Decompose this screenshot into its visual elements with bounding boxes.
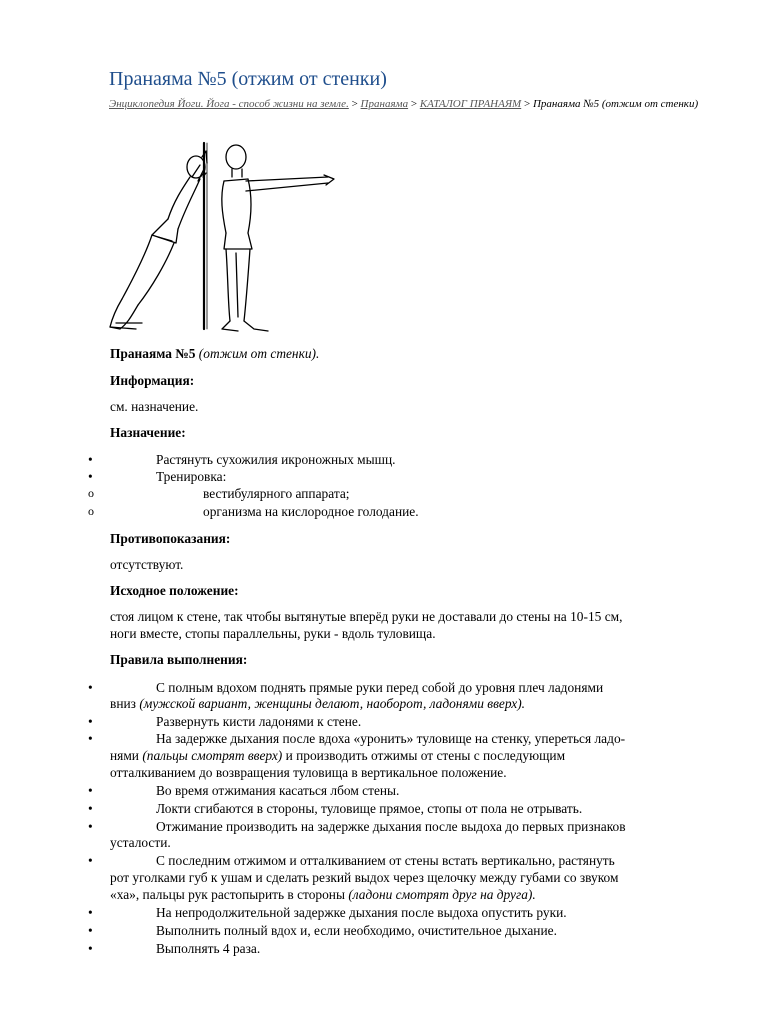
intro-line <box>110 345 319 362</box>
start-heading: Исходное положение: <box>110 583 239 598</box>
purpose-heading: Назначение: <box>110 425 186 440</box>
contra-heading: Противопоказания: <box>110 531 231 546</box>
page-title: Пранаяма №5 (отжим от стенки) <box>109 68 387 90</box>
circle-bullet-icon: o <box>88 504 94 518</box>
document-page: Пранаяма №5 (отжим от стенки) Энциклопедия Йоги. Йога - способ жизни на земле. > Пранаяма > КАТАЛОГ ПРАНАЯМ > Пранаяма №5 (отжим от стенки) Пранаяма №5 (отжим от стенки). Информация: см. назначение. Назначение: • Растянуть сухожилия икроножных мышц. • Тренировка: o вестибулярного аппарата; o организма на кислородное голодание. Противопоказания: отсутствуют. Исходное положение: стоя лицом к стене, так чтобы вытянутые вперёд руки не доставали до стены на 10-15 см, ноги вместе, стопы параллельны, руки - вдоль туловища. Правила выполнения: • С полным вдохом поднять прямые руки перед собой до уровня плеч ладонями вниз (мужской вариант, женщины делают, наоборот, ладонями вверх). • Развернуть кисти ладонями к стене. • На задержке дыхания после вдоха «уронить» туловище на стенку, упереться ладо- нями (пальцы смотрят вверх) и производить отжимы от стены с последующим отталкиванием до возвращения туловища в вертикальное положение. • Во время отжимания касаться лбом стены. • Локти сгибаются в стороны, туловище прямое, стопы от пола не отрывать. • Отжимание производить на задержке дыхания после выдоха до первых признаков усталости. • С последним отжимом и отталкиванием от стены встать вертикально, растянуть рот уголками губ к ушам и сделать резкий выдох через щелочку между губами со звуком «ха», пальцы рук растопырить в стороны (ладони смотрят друг на друга). • На непродолжительной задержке дыхания после выдоха опустить руки. • Выполнить полный вдох и, если необходимо, очистительное дыхание. • Выполнять 4 раза. <box>0 0 768 1024</box>
bullet-icon: • <box>88 680 93 695</box>
start-text-line: ноги вместе, стопы параллельны, руки - вдоль туловища. <box>110 626 436 641</box>
bullet-icon: • <box>88 783 93 798</box>
start-text-line: стоя лицом к стене, так чтобы вытянутые вперёд руки не доставали до стены на 10-15 см, <box>110 609 623 624</box>
exercise-illustration <box>106 137 338 339</box>
bullet-icon: • <box>88 941 93 956</box>
breadcrumb-separator: > <box>410 98 418 110</box>
rules-heading: Правила выполнения: <box>110 652 248 667</box>
bullet-icon: • <box>88 819 93 834</box>
bullet-icon: • <box>88 801 93 816</box>
bullet-icon: • <box>88 452 93 467</box>
breadcrumb-link-pranayama[interactable]: Пранаяма <box>360 98 409 110</box>
circle-bullet-icon: o <box>88 486 94 500</box>
bullet-icon: • <box>88 469 93 484</box>
bullet-icon: • <box>88 731 93 746</box>
bullet-icon: • <box>88 714 93 729</box>
contra-text: отсутствуют. <box>110 557 184 572</box>
breadcrumb-separator: > <box>523 98 531 110</box>
bullet-icon: • <box>88 923 93 938</box>
breadcrumb-separator: > <box>351 98 358 110</box>
bullet-icon: • <box>88 853 93 868</box>
breadcrumb <box>109 98 709 111</box>
exercise-subtitle: (отжим от стенки). <box>198 346 320 361</box>
info-text: см. назначение. <box>110 399 199 414</box>
breadcrumb-link-encyclopedia[interactable]: Энциклопедия Йоги. Йога - способ жизни на земле. <box>109 98 349 110</box>
info-heading: Информация: <box>110 373 195 388</box>
exercise-name: Пранаяма №5 <box>110 346 196 361</box>
breadcrumb-current: Пранаяма №5 (отжим от стенки) <box>532 98 699 110</box>
breadcrumb-link-catalog[interactable]: КАТАЛОГ ПРАНАЯМ <box>419 98 522 110</box>
bullet-icon: • <box>88 905 93 920</box>
